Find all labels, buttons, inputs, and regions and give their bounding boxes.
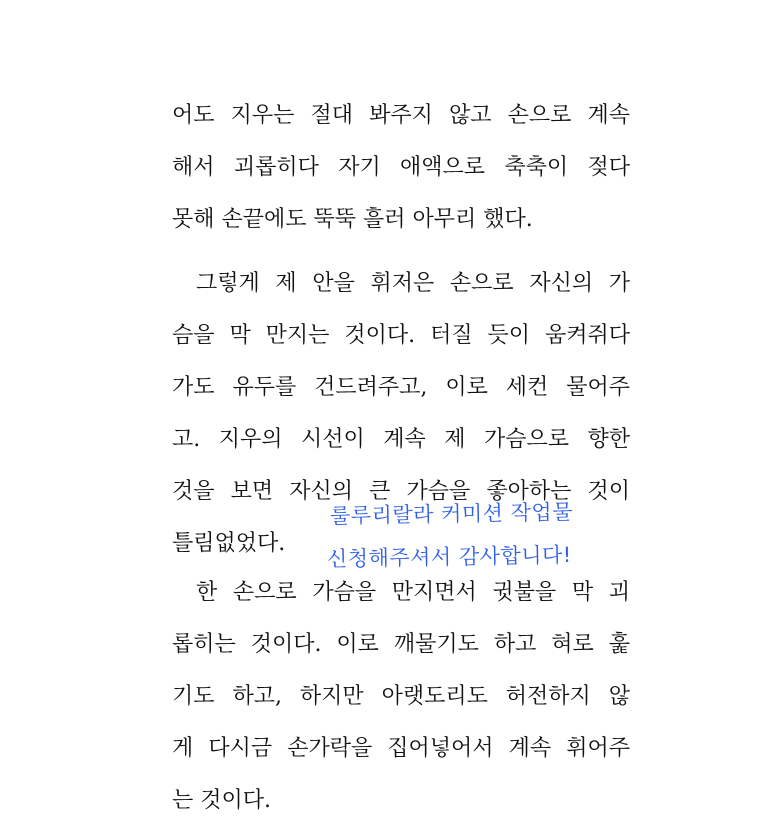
text-line: 는 것이다. xyxy=(172,788,271,813)
commission-watermark-line-1: 룰루리랄라 커미션 작업물 xyxy=(329,499,574,529)
commission-watermark-line-2: 신청해주셔서 감사합니다! xyxy=(326,542,572,572)
text-line: 어도 지우는 절대 봐주지 않고 손으로 계속 xyxy=(172,103,630,128)
text-line: 가도 유두를 건드려주고, 이로 세컨 물어주 xyxy=(172,375,630,400)
text-line: 것을 보면 자신의 큰 가슴을 좋아하는 것이 xyxy=(172,479,630,504)
text-line: 그렇게 제 안을 휘저은 손으로 자신의 가 xyxy=(196,271,630,296)
text-line: 못해 손끝에도 뚝뚝 흘러 아무리 했다. xyxy=(172,207,533,232)
text-line: 한 손으로 가슴을 만지면서 귓불을 막 괴 xyxy=(196,580,630,605)
text-line: 게 다시금 손가락을 집어넣어서 계속 휘어주 xyxy=(172,736,630,761)
text-line: 롭히는 것이다. 이로 깨물기도 하고 혀로 훑 xyxy=(172,632,630,657)
text-line: 틀림없었다. xyxy=(172,531,286,556)
text-line: 고. 지우의 시선이 계속 제 가슴으로 향한 xyxy=(172,427,630,452)
text-line: 슴을 막 만지는 것이다. 터질 듯이 움켜쥐다 xyxy=(172,323,630,348)
text-line: 해서 괴롭히다 자기 애액으로 축축이 젖다 xyxy=(172,155,630,180)
text-line: 기도 하고, 하지만 아랫도리도 허전하지 않 xyxy=(172,684,630,709)
